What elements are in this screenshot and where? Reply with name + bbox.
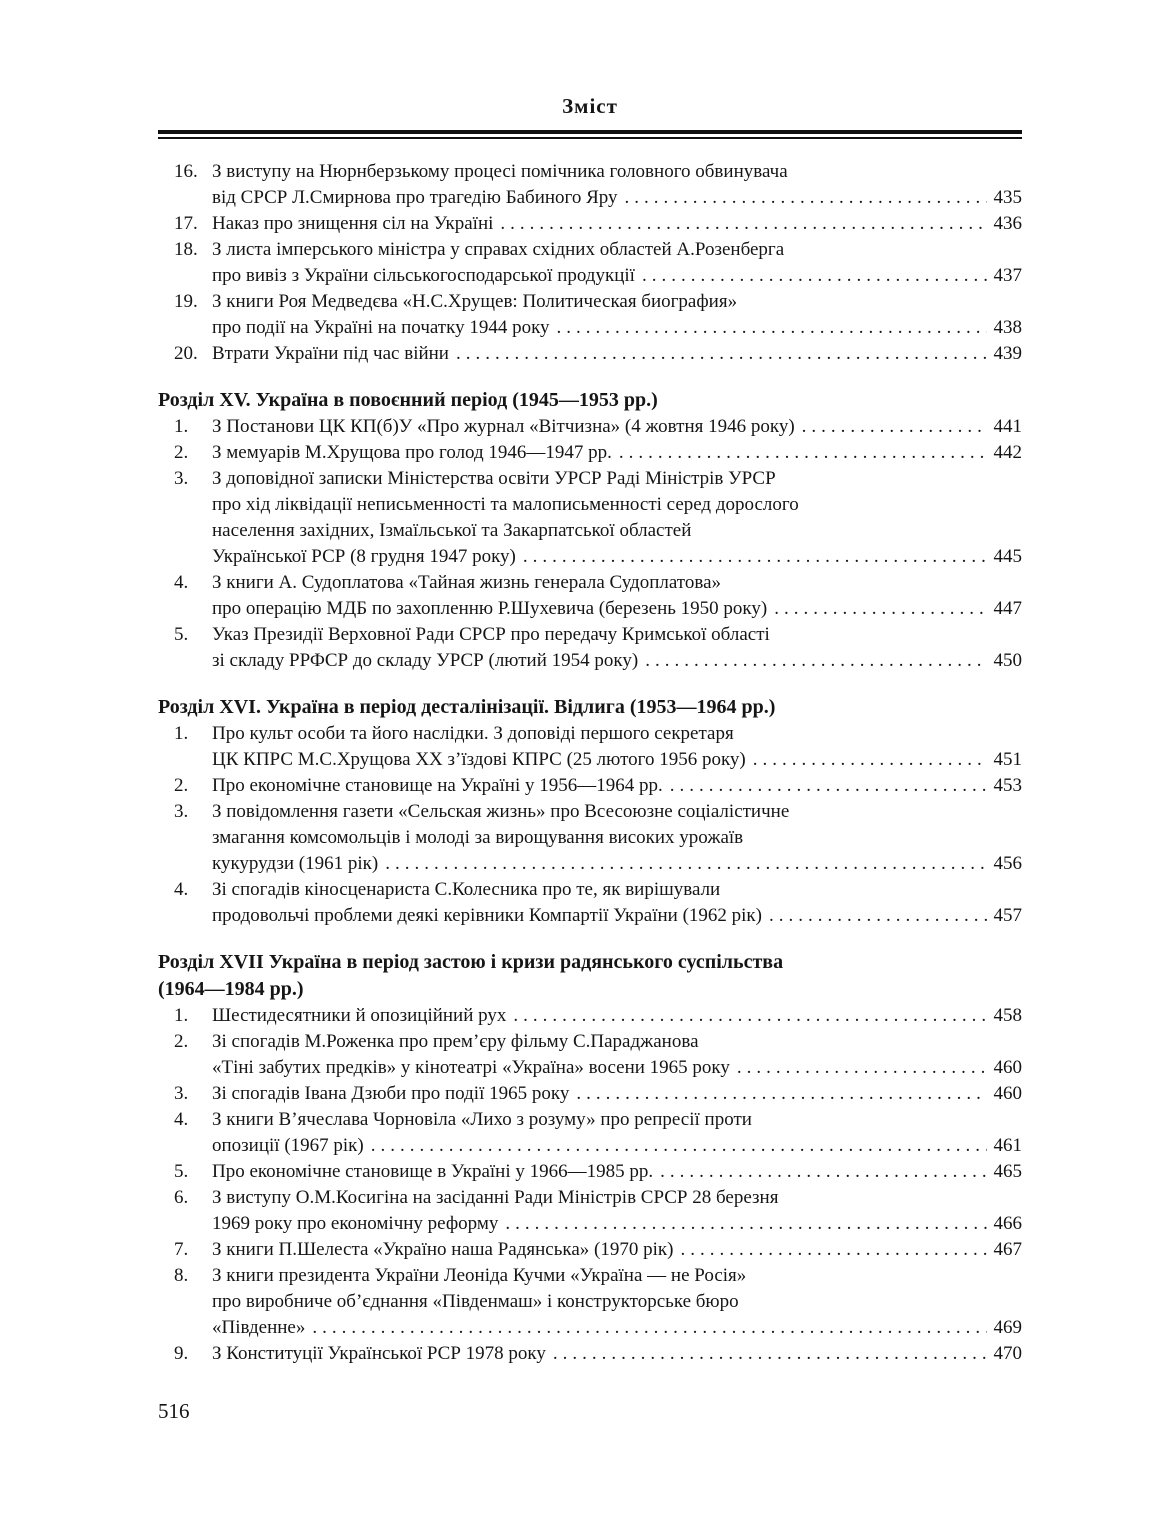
entry-text: З книги А. Судоплатова «Тайная жизнь генерала Судоплатова» — [212, 572, 722, 593]
entry-text: Шестидесятники й опозиційний рух — [212, 1005, 507, 1026]
entry-page-ref: 461 — [993, 1135, 1022, 1156]
entry-text: З листа імперського міністра у справах східних областей А.Розенберга — [212, 239, 785, 260]
section-heading-line: (1964—1984 рр.) — [158, 978, 304, 1000]
entry-text: Зі спогадів Івана Дзюби про події 1965 року — [212, 1083, 570, 1104]
section-heading — [158, 949, 1022, 1003]
entry-number: 1. — [174, 416, 189, 437]
entry-page-ref: 456 — [993, 853, 1022, 874]
toc-entry — [158, 570, 1022, 622]
dot-leader — [642, 263, 987, 289]
entry-line — [174, 903, 1022, 929]
entry-text: Наказ про знищення сіл на Україні — [212, 213, 494, 234]
section-heading — [158, 387, 1022, 414]
entry-line — [174, 341, 1022, 367]
entry-line — [174, 622, 1022, 648]
entry-number: 17. — [174, 213, 198, 234]
entry-page-ref: 470 — [993, 1343, 1022, 1364]
entry-number: 19. — [174, 291, 198, 312]
entry-line — [174, 440, 1022, 466]
toc-entry — [158, 721, 1022, 773]
entry-number: 3. — [174, 801, 189, 822]
toc-entry — [158, 1081, 1022, 1107]
entry-number: 5. — [174, 1161, 189, 1182]
toc-entry — [158, 1341, 1022, 1367]
toc-entry — [158, 877, 1022, 929]
entry-text: Української РСР (8 грудня 1947 року) — [212, 546, 516, 567]
entry-text: опозиції (1967 рік) — [212, 1135, 364, 1156]
entry-number: 1. — [174, 723, 189, 744]
entry-line — [174, 648, 1022, 674]
entry-number: 4. — [174, 1109, 189, 1130]
entry-page-ref: 460 — [993, 1057, 1022, 1078]
entry-page-ref: 458 — [993, 1005, 1022, 1026]
entry-line — [174, 518, 1022, 544]
entry-text: про вивіз з України сільськогосподарської продукції — [212, 265, 635, 286]
entry-page-ref: 466 — [993, 1213, 1022, 1234]
entry-text: Про культ особи та його наслідки. З доповіді першого секретаря — [212, 723, 734, 744]
entry-text: З книги Роя Медведєва «Н.С.Хрущев: Политическая биография» — [212, 291, 738, 312]
entry-line — [174, 596, 1022, 622]
toc-entry — [158, 1159, 1022, 1185]
dot-leader — [753, 747, 987, 773]
entry-page-ref: 450 — [993, 650, 1022, 671]
entry-text: про операцію МДБ по захопленню Р.Шухевича (березень 1950 року) — [212, 598, 768, 619]
toc-entry — [158, 237, 1022, 289]
entry-text: З Постанови ЦК КП(б)У «Про журнал «Вітчизна» (4 жовтня 1946 року) — [212, 416, 795, 437]
dot-leader — [645, 648, 987, 674]
entry-page-ref: 457 — [993, 905, 1022, 926]
entry-line — [174, 1341, 1022, 1367]
dot-leader — [456, 341, 987, 367]
toc-entry — [158, 341, 1022, 367]
entry-text: ЦК КПРС М.С.Хрущова XX з’їздові КПРС (25 лютого 1956 року) — [212, 749, 746, 770]
entry-text: З виступу на Нюрнберзькому процесі помічника головного обвинувача — [212, 161, 788, 182]
entry-line — [174, 851, 1022, 877]
entry-page-ref: 442 — [993, 442, 1022, 463]
entry-number: 4. — [174, 572, 189, 593]
entry-page-ref: 445 — [993, 546, 1022, 567]
dot-leader — [513, 1003, 987, 1029]
entry-text: Зі спогадів М.Роженка про прем’єру фільму С.Параджанова — [212, 1031, 699, 1052]
entry-page-ref: 435 — [993, 187, 1022, 208]
toc-entry — [158, 289, 1022, 341]
entry-number: 6. — [174, 1187, 189, 1208]
entry-number: 2. — [174, 775, 189, 796]
entry-number: 20. — [174, 343, 198, 364]
entry-text: від СРСР Л.Смирнова про трагедію Бабиного Яру — [212, 187, 618, 208]
dot-leader — [774, 596, 987, 622]
dot-leader — [553, 1341, 987, 1367]
entry-line — [174, 799, 1022, 825]
entry-number: 1. — [174, 1005, 189, 1026]
dot-leader — [557, 315, 987, 341]
section-heading-line: Розділ XVI. Україна в період десталінізації. Відлига (1953—1964 рр.) — [158, 696, 776, 718]
entry-text: змагання комсомольців і молоді за вирощування високих урожаїв — [212, 827, 744, 848]
dot-leader — [385, 851, 987, 877]
page-title: Зміст — [562, 94, 618, 118]
section-heading-line: Розділ XV. Україна в повоєнний період (1945—1953 рр.) — [158, 389, 658, 411]
entry-text: Зі спогадів кіносценариста С.Колесника про те, як вирішували — [212, 879, 721, 900]
entry-page-ref: 467 — [993, 1239, 1022, 1260]
dot-leader — [505, 1211, 987, 1237]
entry-line — [174, 1133, 1022, 1159]
entry-text: З доповідної записки Міністерства освіти УРСР Раді Міністрів УРСР — [212, 468, 776, 489]
entry-page-ref: 439 — [993, 343, 1022, 364]
dot-leader — [371, 1133, 987, 1159]
toc-entry — [158, 799, 1022, 877]
toc-entry — [158, 773, 1022, 799]
entry-page-ref: 469 — [993, 1317, 1022, 1338]
entry-line — [174, 1159, 1022, 1185]
dot-leader — [802, 414, 987, 440]
page-number: 516 — [158, 1399, 190, 1423]
entry-number: 9. — [174, 1343, 189, 1364]
entry-line — [174, 466, 1022, 492]
dot-leader — [619, 440, 987, 466]
entry-line — [174, 263, 1022, 289]
dot-leader — [680, 1237, 987, 1263]
entry-line — [174, 1029, 1022, 1055]
toc-entry — [158, 1107, 1022, 1159]
entry-text: «Тіні забутих предків» у кінотеатрі «Україна» восени 1965 року — [212, 1057, 730, 1078]
entry-number: 2. — [174, 1031, 189, 1052]
entry-text: про події на Україні на початку 1944 року — [212, 317, 550, 338]
entry-text: З Конституції Української РСР 1978 року — [212, 1343, 546, 1364]
section-heading — [158, 694, 1022, 721]
entry-text: населення західних, Ізмаїльської та Закарпатської областей — [212, 520, 692, 541]
toc-entry — [158, 159, 1022, 211]
dot-leader — [660, 1159, 987, 1185]
entry-text: «Південне» — [212, 1317, 306, 1338]
entry-text: З повідомлення газети «Сельская жизнь» про Всесоюзне соціалістичне — [212, 801, 790, 822]
entry-line — [174, 773, 1022, 799]
dot-leader — [737, 1055, 987, 1081]
entry-line — [174, 492, 1022, 518]
entry-line — [174, 159, 1022, 185]
toc-entry — [158, 622, 1022, 674]
entry-line — [174, 570, 1022, 596]
dot-leader — [670, 773, 987, 799]
entry-page-ref: 451 — [993, 749, 1022, 770]
entry-text: З виступу О.М.Косигіна на засіданні Ради Міністрів СРСР 28 березня — [212, 1187, 779, 1208]
entry-line — [174, 185, 1022, 211]
entry-line — [174, 544, 1022, 570]
entry-number: 8. — [174, 1265, 189, 1286]
entry-line — [174, 1237, 1022, 1263]
entry-text: 1969 року про економічну реформу — [212, 1213, 499, 1234]
toc-entry — [158, 1003, 1022, 1029]
entry-line — [174, 747, 1022, 773]
dot-leader — [625, 185, 987, 211]
section-heading-line: Розділ XVII Україна в період застою і кризи радянського суспільства — [158, 951, 784, 973]
toc-entry — [158, 466, 1022, 570]
entry-page-ref: 436 — [993, 213, 1022, 234]
entry-line — [174, 414, 1022, 440]
entry-text: Втрати України під час війни — [212, 343, 449, 364]
entry-number: 4. — [174, 879, 189, 900]
toc-entry — [158, 1029, 1022, 1081]
entry-text: зі складу РРФСР до складу УРСР (лютий 1954 року) — [212, 650, 639, 671]
entry-text: Про економічне становище в Україні у 1966—1985 рр. — [212, 1161, 654, 1182]
dot-leader — [769, 903, 987, 929]
dot-leader — [500, 211, 987, 237]
entry-number: 2. — [174, 442, 189, 463]
entry-page-ref: 447 — [993, 598, 1022, 619]
entry-line — [174, 1185, 1022, 1211]
dot-leader — [523, 544, 987, 570]
entry-text: Про економічне становище на Україні у 1956—1964 рр. — [212, 775, 663, 796]
entry-line — [174, 825, 1022, 851]
entry-line — [174, 877, 1022, 903]
title-divider — [158, 130, 1022, 139]
toc-list — [158, 159, 1022, 1367]
entry-line — [174, 315, 1022, 341]
toc-entry — [158, 211, 1022, 237]
entry-page-ref: 437 — [993, 265, 1022, 286]
entry-text: З мемуарів М.Хрущова про голод 1946—1947 рр. — [212, 442, 612, 463]
entry-page-ref: 441 — [993, 416, 1022, 437]
entry-page-ref: 465 — [993, 1161, 1022, 1182]
document-page — [158, 94, 1022, 1424]
entry-page-ref: 460 — [993, 1083, 1022, 1104]
entry-text: Указ Президії Верховної Ради СРСР про передачу Кримської області — [212, 624, 770, 645]
dot-leader — [576, 1081, 987, 1107]
dot-leader — [312, 1315, 987, 1341]
entry-line — [174, 1081, 1022, 1107]
entry-line — [174, 1003, 1022, 1029]
toc-entry — [158, 414, 1022, 440]
entry-page-ref: 453 — [993, 775, 1022, 796]
entry-number: 7. — [174, 1239, 189, 1260]
entry-text: про виробниче об’єднання «Південмаш» і конструкторське бюро — [212, 1291, 739, 1312]
toc-entry — [158, 1237, 1022, 1263]
entry-number: 3. — [174, 468, 189, 489]
entry-line — [174, 211, 1022, 237]
entry-text: кукурудзи (1961 рік) — [212, 853, 379, 874]
entry-text: продовольчі проблеми деякі керівники Компартії України (1962 рік) — [212, 905, 762, 926]
entry-line — [174, 237, 1022, 263]
entry-number: 5. — [174, 624, 189, 645]
entry-number: 16. — [174, 161, 198, 182]
entry-line — [174, 1055, 1022, 1081]
entry-line — [174, 1211, 1022, 1237]
entry-page-ref: 438 — [993, 317, 1022, 338]
entry-number: 18. — [174, 239, 198, 260]
entry-line — [174, 1315, 1022, 1341]
entry-line — [174, 1263, 1022, 1289]
toc-entry — [158, 1185, 1022, 1237]
entry-number: 3. — [174, 1083, 189, 1104]
entry-line — [174, 1289, 1022, 1315]
entry-text: З книги В’ячеслава Чорновіла «Лихо з розуму» про репресії проти — [212, 1109, 752, 1130]
entry-text: про хід ліквідації неписьменності та малописьменності серед дорослого — [212, 494, 799, 515]
entry-line — [174, 289, 1022, 315]
entry-text: З книги президента України Леоніда Кучми «Україна — не Росія» — [212, 1265, 747, 1286]
entry-line — [174, 1107, 1022, 1133]
entry-line — [174, 721, 1022, 747]
toc-entry — [158, 440, 1022, 466]
entry-text: З книги П.Шелеста «Україно наша Радянська» (1970 рік) — [212, 1239, 674, 1260]
toc-entry — [158, 1263, 1022, 1341]
